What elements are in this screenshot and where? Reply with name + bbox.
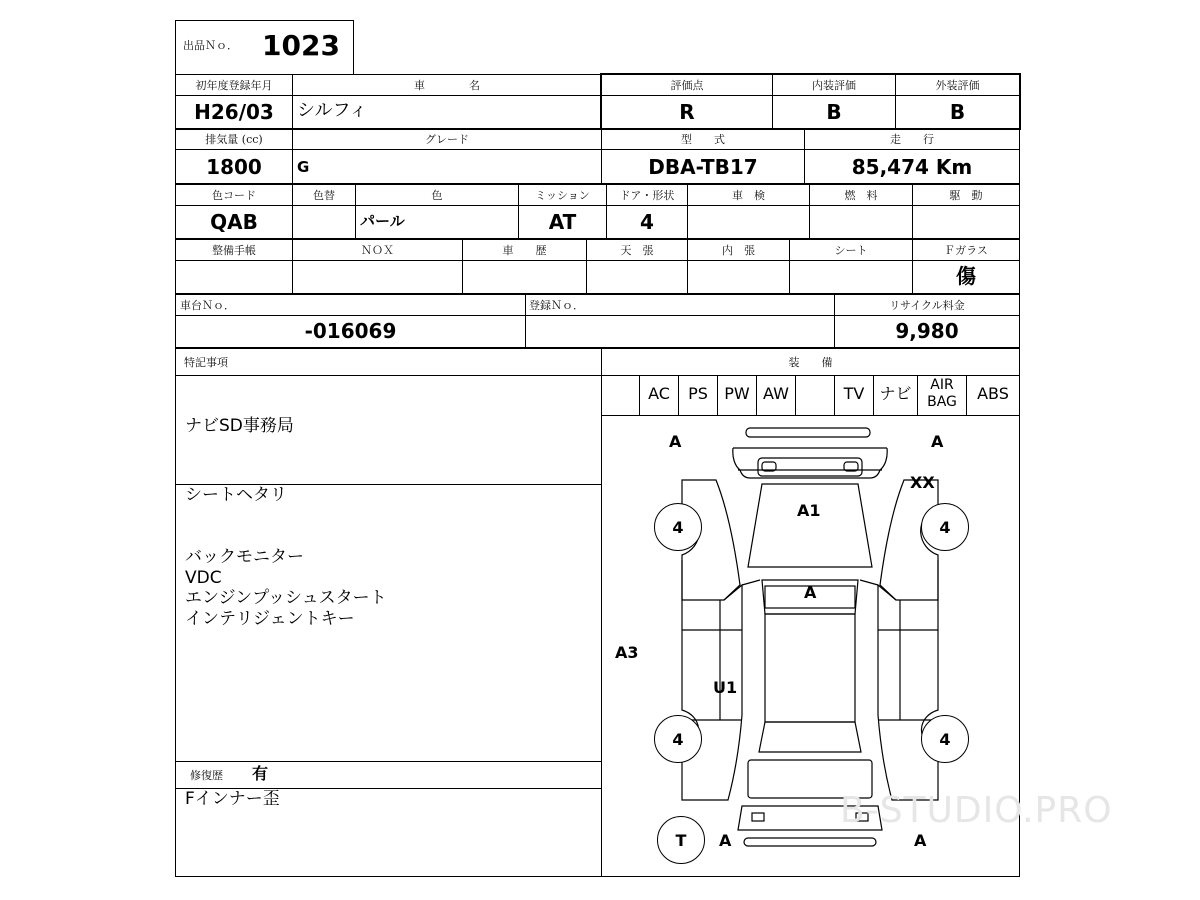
grade-label: グレード [425, 133, 469, 146]
inspection-value-cell [687, 205, 810, 239]
nox-value-cell [292, 260, 463, 294]
lot-label: 出品Ｎｏ． [183, 39, 238, 52]
grade-rear-left: A [719, 831, 732, 850]
note-line-5: エンジンプッシュスタート [185, 588, 387, 608]
interior-label: 内装評価 [812, 79, 856, 92]
fglass-value: 傷 [956, 264, 976, 288]
grade-value-cell [292, 149, 602, 184]
inspection-label: 車 検 [732, 189, 765, 202]
exterior-value: B [949, 100, 966, 124]
chassis-label: 車台Ｎｏ． [180, 299, 235, 312]
mission-label: ミッション [535, 189, 590, 202]
doors-label: ドア・形状 [619, 189, 675, 202]
score-value: R [679, 100, 695, 124]
lot-number: 1023 [262, 29, 340, 62]
grade-hood: A1 [797, 501, 821, 520]
recycle-value: 9,980 [895, 319, 959, 343]
repair-label-cell [175, 761, 602, 789]
spare-tire: T [657, 816, 705, 864]
grade-front-right-corner: XX [910, 473, 935, 492]
grade-windshield: A [804, 583, 817, 602]
equipment-item-tv: TV [843, 384, 865, 403]
watermark: B-STUDIO.PRO [840, 790, 1113, 831]
year-value: H26/03 [194, 100, 274, 124]
equipment-item-abs: ABS [977, 384, 1009, 403]
drive-label: 駆 動 [949, 189, 983, 202]
repair-detail: Fインナー歪 [185, 789, 280, 809]
fuel-label: 燃 料 [844, 189, 878, 202]
equipment-slot-blank-2 [795, 375, 835, 416]
note-line-2: シートヘタリ [185, 485, 287, 505]
grade-left-door: U1 [713, 678, 738, 697]
tire-rear-right: 4 [921, 715, 969, 763]
grade-front-left: A [669, 432, 682, 451]
maintenance-label: 整備手帳 [212, 244, 256, 257]
mileage-label: 走 行 [890, 133, 934, 146]
notes-label-cell [175, 348, 602, 376]
color-value: パール [360, 212, 405, 230]
equipment-slot-blank-1 [601, 375, 640, 416]
mission-value: AT [548, 210, 577, 234]
model-label: 型 式 [681, 133, 725, 146]
note-line-6: インテリジェントキー [185, 609, 355, 629]
tire-front-right: 4 [921, 503, 969, 551]
color-change-label: 色替 [313, 189, 335, 202]
equipment-item-ac: AC [648, 384, 670, 403]
fglass-label: Ｆガラス [944, 244, 988, 257]
ceiling-value-cell [586, 260, 688, 294]
equipment-item-navi: ナビ [879, 384, 912, 403]
chassis-value: -016069 [304, 319, 397, 343]
doors-value: 4 [640, 210, 654, 234]
equipment-label: 装 備 [788, 356, 833, 369]
drive-value-cell [912, 205, 1020, 239]
score-label: 評価点 [670, 79, 704, 92]
displacement-value: 1800 [206, 155, 262, 179]
inner-value-cell [687, 260, 790, 294]
color-label: 色 [431, 189, 443, 202]
name-label: 車 名 [414, 79, 480, 92]
interior-value: B [826, 100, 842, 124]
seat-label: シート [834, 244, 868, 257]
equipment-item-aw: AW [763, 384, 789, 403]
history-value-cell [462, 260, 587, 294]
color-change-value-cell [292, 205, 356, 239]
notes-label: 特記事項 [184, 356, 228, 369]
model-value: DBA-TB17 [648, 155, 758, 179]
tire-front-left: 4 [654, 503, 702, 551]
maintenance-value-cell [175, 260, 293, 294]
fuel-value-cell [809, 205, 913, 239]
note-line-1: ナビSD事務局 [185, 416, 294, 436]
color-code-label: 色コード [212, 189, 256, 202]
history-label: 車 歴 [502, 244, 547, 257]
grade-front-right: A [931, 432, 944, 451]
seat-value-cell [789, 260, 913, 294]
grade-rear-right: A [914, 831, 927, 850]
equipment-item-pw: PW [724, 384, 750, 403]
nox-label: ＮＯＸ [361, 244, 394, 257]
color-code-value: QAB [210, 210, 258, 234]
recycle-label: リサイクル料金 [889, 299, 965, 312]
grade-value: G [297, 158, 310, 176]
exterior-label: 外装評価 [935, 79, 980, 92]
note-line-4: VDC [185, 568, 222, 588]
ceiling-label: 天 張 [620, 244, 654, 257]
equipment-item-ps: PS [688, 384, 708, 403]
grade-left-side: A3 [615, 643, 639, 662]
reg-value-cell [525, 315, 835, 348]
displacement-label: 排気量 (cc) [205, 133, 263, 146]
repair-label: 修復歴 [190, 769, 223, 782]
year-label: 初年度登録年月 [195, 79, 273, 92]
tire-rear-left: 4 [654, 715, 702, 763]
note-line-3: バックモニター [185, 547, 304, 567]
equipment-item-airbag: AIR BAG [927, 377, 957, 410]
inner-label: 内 張 [722, 244, 755, 257]
reg-label: 登録Ｎｏ． [529, 299, 584, 312]
mileage-value: 85,474 Km [851, 155, 973, 179]
name-value: シルフィ [297, 100, 368, 121]
repair-value: 有 [252, 764, 269, 783]
